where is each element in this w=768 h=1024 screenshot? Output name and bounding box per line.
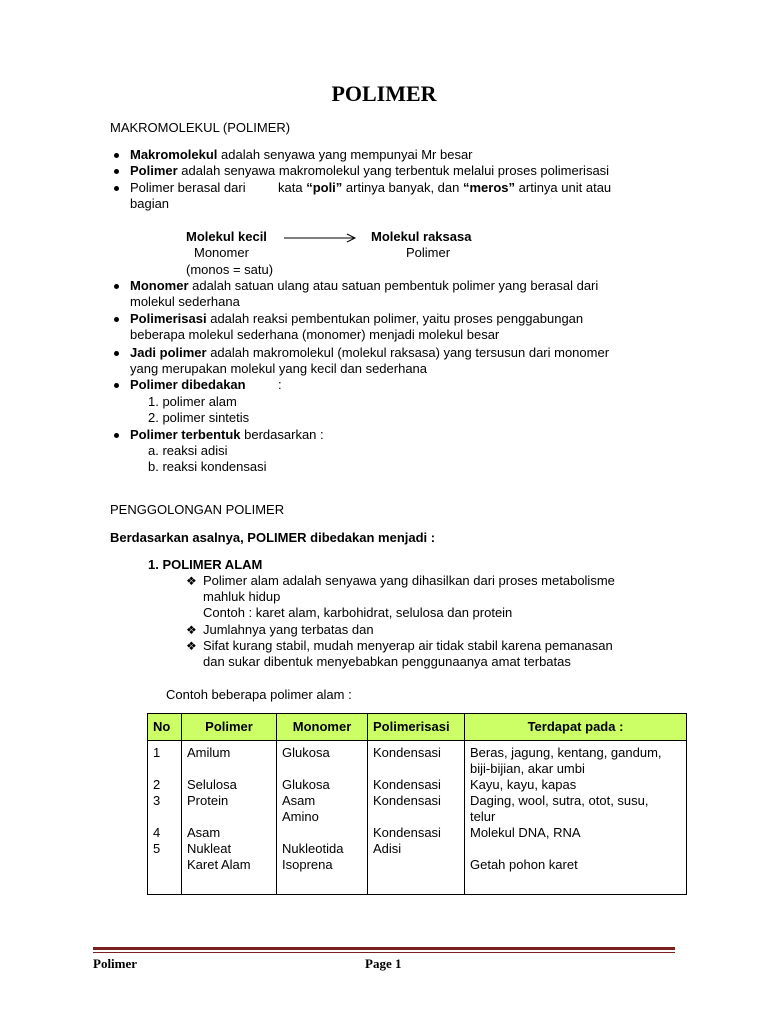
section-heading-makromolekul: MAKROMOLEKUL (POLIMER) [110, 120, 291, 135]
def-polimerisasi: adalah reaksi pembentukan polimer, yaitu proses penggabungan [206, 311, 584, 326]
table-cell: Isoprena [277, 857, 368, 895]
table-row [148, 761, 687, 777]
table-cell [148, 857, 182, 895]
diagram-left-sub: Monomer [194, 245, 249, 260]
bullet-polimer [130, 163, 609, 179]
term-makromolekul: Makromolekul [130, 147, 218, 162]
term-polimerisasi: Polimerisasi [130, 311, 207, 326]
def-polimer-terbentuk: berdasarkan : [240, 427, 324, 442]
table-row [148, 793, 687, 809]
table-cell: Kondensasi [368, 793, 465, 809]
bullet-jadi-polimer-line2: yang merupakan molekul yang kecil dan sederhana [130, 361, 428, 376]
table-cell: 5 [148, 841, 182, 857]
bullet-icon [114, 153, 119, 158]
bullet-icon [114, 433, 119, 438]
table-row [148, 809, 687, 825]
table-cell: 2 [148, 777, 182, 793]
polimer-alam-sifat-line2: dan sukar dibentuk menyebabkan penggunaanya amat terbatas [203, 654, 571, 669]
table-cell [148, 809, 182, 825]
table-cell: Nukleotida [277, 841, 368, 857]
asal-kata-text: artinya unit atau [515, 180, 612, 195]
table-cell [277, 761, 368, 777]
table-cell: 4 [148, 825, 182, 841]
list-item-reaksi-kondensasi: b. reaksi kondensasi [148, 459, 267, 474]
table-cell: Glukosa [277, 741, 368, 762]
table-row [148, 825, 687, 841]
table-cell: Adisi [368, 841, 465, 857]
term-polimer-dibedakan: Polimer dibedakan [130, 377, 246, 392]
polimer-alam-jumlah: Jumlahnya yang terbatas dan [203, 622, 374, 637]
def-monomer: adalah satuan ulang atau satuan pembentuk polimer yang berasal dari [188, 278, 599, 293]
table-cell: Asam [182, 825, 277, 841]
table-cell [182, 761, 277, 777]
bullet-icon [114, 383, 119, 388]
table-cell: Nukleat [182, 841, 277, 857]
table-cell [465, 841, 687, 857]
col-header-monomer: Monomer [277, 714, 368, 741]
polimer-alam-def-line1: Polimer alam adalah senyawa yang dihasilkan dari proses metabolisme [203, 573, 615, 588]
table-cell: Selulosa [182, 777, 277, 793]
bullet-makromolekul [130, 147, 473, 163]
table-cell: 1 [148, 741, 182, 762]
table-cell: Glukosa [277, 777, 368, 793]
term-monomer: Monomer [130, 278, 189, 293]
asal-kata-prefix: Polimer berasal dari [130, 180, 246, 195]
bullet-polimer-terbentuk [130, 427, 324, 443]
page-number: Page 1 [365, 956, 402, 971]
table-cell: Amilum [182, 741, 277, 762]
table-row [148, 741, 687, 762]
table-cell [368, 809, 465, 825]
footer-rule-thin [93, 952, 675, 953]
section-subheading: Berdasarkan asalnya, POLIMER dibedakan menjadi : [110, 530, 436, 545]
table-intro: Contoh beberapa polimer alam : [166, 687, 352, 702]
table-cell: 3 [148, 793, 182, 809]
table-cell: Molekul DNA, RNA [465, 825, 687, 841]
term-poli: “poli” [306, 180, 343, 195]
table-row [148, 777, 687, 793]
table-cell [368, 761, 465, 777]
bullet-icon [114, 186, 119, 191]
table-cell: Protein [182, 793, 277, 809]
polimer-alam-def-line2: mahluk hidup [203, 589, 281, 604]
table-cell [277, 825, 368, 841]
list-item-polimer-sintetis: 2. polimer sintetis [148, 410, 250, 425]
diamond-bullet-icon: ❖ [186, 574, 197, 588]
table-cell: biji-bijian, akar umbi [465, 761, 687, 777]
bullet-asal-kata-detail [278, 180, 611, 196]
col-header-no: No [148, 714, 182, 741]
bullet-icon [114, 317, 119, 322]
term-meros: “meros” [463, 180, 516, 195]
bullet-jadi-polimer [130, 345, 609, 361]
table-cell: Kondensasi [368, 825, 465, 841]
polimer-alam-table [147, 713, 687, 895]
bullet-polimerisasi-line2: beberapa molekul sederhana (monomer) menjadi molekul besar [130, 327, 500, 342]
table-cell: Amino [277, 809, 368, 825]
bullet-icon [114, 169, 119, 174]
diagram-left-note: (monos = satu) [186, 262, 274, 277]
diagram-right-sub: Polimer [406, 245, 451, 260]
table-cell: telur [465, 809, 687, 825]
term-jadi-polimer: Jadi polimer [130, 345, 207, 360]
polimer-alam-contoh: Contoh : karet alam, karbohidrat, selulosa dan protein [203, 605, 513, 620]
bullet-polimerisasi [130, 311, 583, 327]
list-item-reaksi-adisi: a. reaksi adisi [148, 443, 228, 458]
table-cell: Daging, wool, sutra, otot, susu, [465, 793, 687, 809]
diagram-right-label: Molekul raksasa [371, 229, 472, 244]
table-cell: Getah pohon karet [465, 857, 687, 895]
footer-rule-thick [93, 947, 675, 950]
col-header-terdapat-pada: Terdapat pada : [465, 714, 687, 741]
def-jadi-polimer: adalah makromolekul (molekul raksasa) yang tersusun dari monomer [206, 345, 610, 360]
table-cell: Karet Alam [182, 857, 277, 895]
bullet-icon [114, 284, 119, 289]
polimer-alam-title: 1. POLIMER ALAM [148, 557, 263, 572]
bullet-asal-kata-line1 [130, 180, 246, 196]
bullet-asal-kata-line2: bagian [130, 196, 170, 211]
bullet-monomer-line2: molekul sederhana [130, 294, 240, 309]
right-arrow-icon [284, 231, 358, 245]
asal-kata-text: kata [278, 180, 307, 195]
bullet-monomer [130, 278, 598, 294]
table-row [148, 841, 687, 857]
bullet-icon [114, 351, 119, 356]
table-cell: Beras, jagung, kentang, gandum, [465, 741, 687, 762]
col-header-polimer: Polimer [182, 714, 277, 741]
table-cell: Kondensasi [368, 777, 465, 793]
table-cell [368, 857, 465, 895]
table-cell: Kondensasi [368, 741, 465, 762]
def-makromolekul: adalah senyawa yang mempunyai Mr besar [217, 147, 473, 162]
list-item-polimer-alam: 1. polimer alam [148, 394, 237, 409]
diamond-bullet-icon: ❖ [186, 623, 197, 637]
col-header-polimerisasi: Polimerisasi [368, 714, 465, 741]
diamond-bullet-icon: ❖ [186, 639, 197, 653]
polimer-alam-sifat-line1: Sifat kurang stabil, mudah menyerap air tidak stabil karena pemanasan [203, 638, 613, 653]
diagram-left-label: Molekul kecil [186, 229, 267, 244]
page-title: POLIMER [331, 81, 437, 106]
table-cell: Kayu, kayu, kapas [465, 777, 687, 793]
table-cell [148, 761, 182, 777]
colon: : [278, 377, 282, 392]
term-polimer: Polimer [130, 163, 178, 178]
table-cell: Asam [277, 793, 368, 809]
table-header-row [148, 714, 687, 741]
section-heading-penggolongan: PENGGOLONGAN POLIMER [110, 502, 285, 517]
asal-kata-text: artinya banyak, dan [342, 180, 463, 195]
table-cell [182, 809, 277, 825]
footer-left-label: Polimer [93, 956, 138, 971]
table-row [148, 857, 687, 895]
def-polimer: adalah senyawa makromolekul yang terbentuk melalui proses polimerisasi [177, 163, 610, 178]
term-polimer-terbentuk: Polimer terbentuk [130, 427, 241, 442]
